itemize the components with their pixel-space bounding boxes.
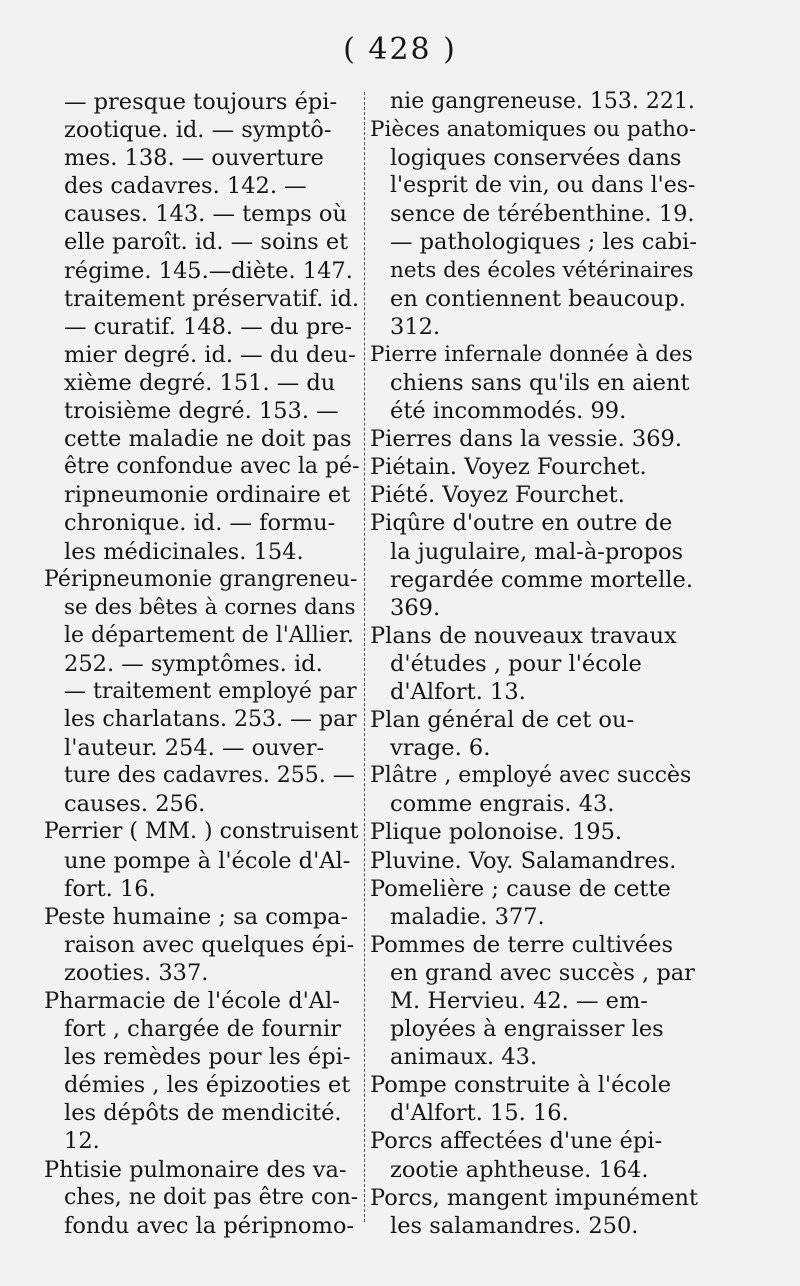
index-entry-line: 369. [390, 594, 441, 621]
index-entry-line: l'auteur. 254. — ouver- [64, 735, 325, 762]
index-entry [370, 481, 698, 509]
index-entry-line: des cadavres. 142. — [64, 173, 307, 200]
index-entry-line: sence de térébenthine. 19. [390, 201, 695, 228]
index-entry-line: ripneumonie ordinaire et [64, 482, 351, 509]
index-entry [44, 818, 360, 902]
index-entry [370, 706, 698, 762]
index-entry-line: Pommes de terre cultivées [370, 931, 674, 958]
index-entry-line: Pierre infernale donnée à des [370, 341, 693, 367]
index-entry-line: elle paroît. id. — soins et [64, 229, 349, 256]
index-entry-line: les salamandres. 250. [390, 1212, 639, 1239]
index-entry-line: animaux. 43. [390, 1044, 538, 1071]
index-entry-line: zootique. id. — symptô- [64, 117, 332, 144]
index-entry-line: fort , chargée de fournir [64, 1016, 342, 1043]
index-entry-line: été incommodés. 99. [390, 398, 627, 425]
index-entry-line: chiens sans qu'ils en aient [390, 369, 690, 396]
index-entry-line: l'esprit de vin, ou dans l'es- [390, 173, 696, 199]
index-entry [370, 341, 698, 425]
index-entry-line: d'études , pour l'école [390, 650, 642, 677]
index-entry-line: chronique. id. — formu- [64, 510, 336, 537]
index-entry-line: vrage. 6. [390, 735, 491, 762]
index-entry-line: — curatif. 148. — du pre- [64, 313, 353, 340]
index-entry-line: zooties. 337. [64, 959, 209, 986]
index-entry-line: Péripneumonie grangreneu- [44, 566, 358, 592]
index-entry [370, 1184, 698, 1240]
index-entry-line: M. Hervieu. 42. — em- [390, 988, 648, 1014]
index-entry-line: causes. 143. — temps où [64, 201, 347, 228]
index-entry [370, 875, 698, 931]
index-entry-line: troisième degré. 153. — [64, 398, 339, 425]
index-entry [44, 566, 360, 819]
index-entry-line: Plan général de cet ou- [370, 707, 635, 734]
index-entry-line: logiques conservées dans [390, 145, 682, 172]
index-entry [370, 847, 698, 875]
index-entry-line: la jugulaire, mal-à-propos [390, 538, 684, 565]
index-entry-line: — presque toujours épi- [64, 89, 338, 115]
index-entry-line: Plans de nouveaux travaux [370, 622, 677, 649]
index-entry-line: Plâtre , employé avec succès [370, 763, 692, 789]
index-entry [370, 453, 698, 481]
index-entry-line: comme engrais. 43. [390, 791, 615, 818]
index-entry-line: Porcs affectées d'une épi- [370, 1128, 663, 1155]
index-entry-line: Phtisie pulmonaire des va- [44, 1156, 347, 1183]
index-entry-line: fondu avec la péripnomo- [64, 1212, 354, 1239]
index-entry-line: d'Alfort. 15. 16. [390, 1100, 569, 1127]
index-entry-line: nets des écoles vétérinaires [390, 257, 694, 283]
index-entry-line: les médicinales. 154. [64, 538, 304, 565]
index-entry-line: être confondue avec la pé- [64, 454, 360, 480]
index-entry-line: en contiennent beaucoup. [390, 285, 686, 312]
index-entry-line: fort. 16. [64, 875, 156, 902]
index-entry [370, 762, 698, 818]
index-entry [370, 1071, 698, 1127]
index-entry-line: Pompe construite à l'école [370, 1072, 672, 1099]
index-entry [370, 1127, 698, 1183]
index-entry-line: Pièces anatomiques ou patho- [370, 117, 697, 143]
index-entry-line: Piété. Voyez Fourchet. [370, 482, 625, 509]
page-number: ( 428 ) [343, 32, 457, 67]
index-entry-line: en grand avec succès , par [390, 959, 695, 986]
index-entry [44, 88, 360, 566]
index-entry [370, 509, 698, 621]
index-entry [370, 622, 698, 706]
index-entry-line: nie gangreneuse. 153. 221. [390, 89, 695, 114]
index-entry-line: 252. — symptômes. id. [64, 650, 323, 677]
index-entry-line: les dépôts de mendicité. [64, 1100, 342, 1127]
index-entry-line: causes. 256. [64, 791, 206, 818]
index-entry-line: d'Alfort. 13. [390, 678, 526, 705]
index-entry-line: traitement préservatif. id. [64, 285, 360, 312]
index-entry-line: zootie aphtheuse. 164. [390, 1156, 649, 1183]
index-entry-line: les remèdes pour les épi- [64, 1044, 351, 1071]
index-entry-line: Piétain. Voyez Fourchet. [370, 454, 647, 481]
index-entry-line: raison avec quelques épi- [64, 931, 355, 958]
index-entry [370, 425, 698, 453]
index-entry [370, 88, 698, 116]
index-column-right [370, 88, 698, 1240]
index-entry-line: 12. [64, 1128, 100, 1155]
index-entry-line: ches, ne doit pas être con- [64, 1184, 359, 1210]
index-entry-line: une pompe à l'école d'Al- [64, 847, 351, 874]
index-entry-line: Pharmacie de l'école d'Al- [44, 988, 340, 1014]
index-entry-line: Peste humaine ; sa compa- [44, 903, 349, 930]
index-entry-line: — pathologiques ; les cabi- [390, 229, 697, 256]
column-divider [364, 92, 365, 1222]
index-entry-line: regardée comme mortelle. [390, 566, 693, 593]
index-entry [44, 987, 360, 1156]
index-entry-line: mes. 138. — ouverture [64, 145, 324, 172]
index-entry-line: Porcs, mangent impunément [370, 1184, 698, 1211]
index-entry-line: Plique polonoise. 195. [370, 819, 623, 846]
index-entry-line: Pierres dans la vessie. 369. [370, 426, 682, 453]
index-column-left [44, 88, 360, 1240]
index-entry [44, 1156, 360, 1240]
index-entry-line: xième degré. 151. — du [64, 369, 336, 396]
index-entry-line: 312. [390, 313, 441, 340]
index-entry [370, 116, 698, 341]
index-entry-line: Piqûre d'outre en outre de [370, 510, 673, 537]
index-entry-line: se des bêtes à cornes dans [64, 594, 356, 620]
index-entry [44, 903, 360, 987]
index-entry-line: mier degré. id. — du deu- [64, 341, 356, 368]
index-entry-line: Pomelière ; cause de cette [370, 875, 671, 902]
index-entry [370, 818, 698, 846]
index-entry-line: ture des cadavres. 255. — [64, 763, 355, 789]
index-entry-line: les charlatans. 253. — par [64, 707, 357, 733]
index-entry-line: démies , les épizooties et [64, 1072, 351, 1099]
index-entry-line: ployées à engraisser les [390, 1016, 664, 1043]
index-entry-line: — traitement employé par [64, 678, 357, 704]
index-entry-line: maladie. 377. [390, 903, 545, 930]
index-entry-line: Pluvine. Voy. Salamandres. [370, 847, 677, 874]
index-entry [370, 931, 698, 1071]
index-entry-line: Perrier ( MM. ) construisent [44, 819, 359, 845]
index-entry-line: régime. 145.—diète. 147. [64, 257, 353, 284]
index-entry-line: le département de l'Allier. [64, 622, 354, 648]
index-entry-line: cette maladie ne doit pas [64, 426, 352, 453]
